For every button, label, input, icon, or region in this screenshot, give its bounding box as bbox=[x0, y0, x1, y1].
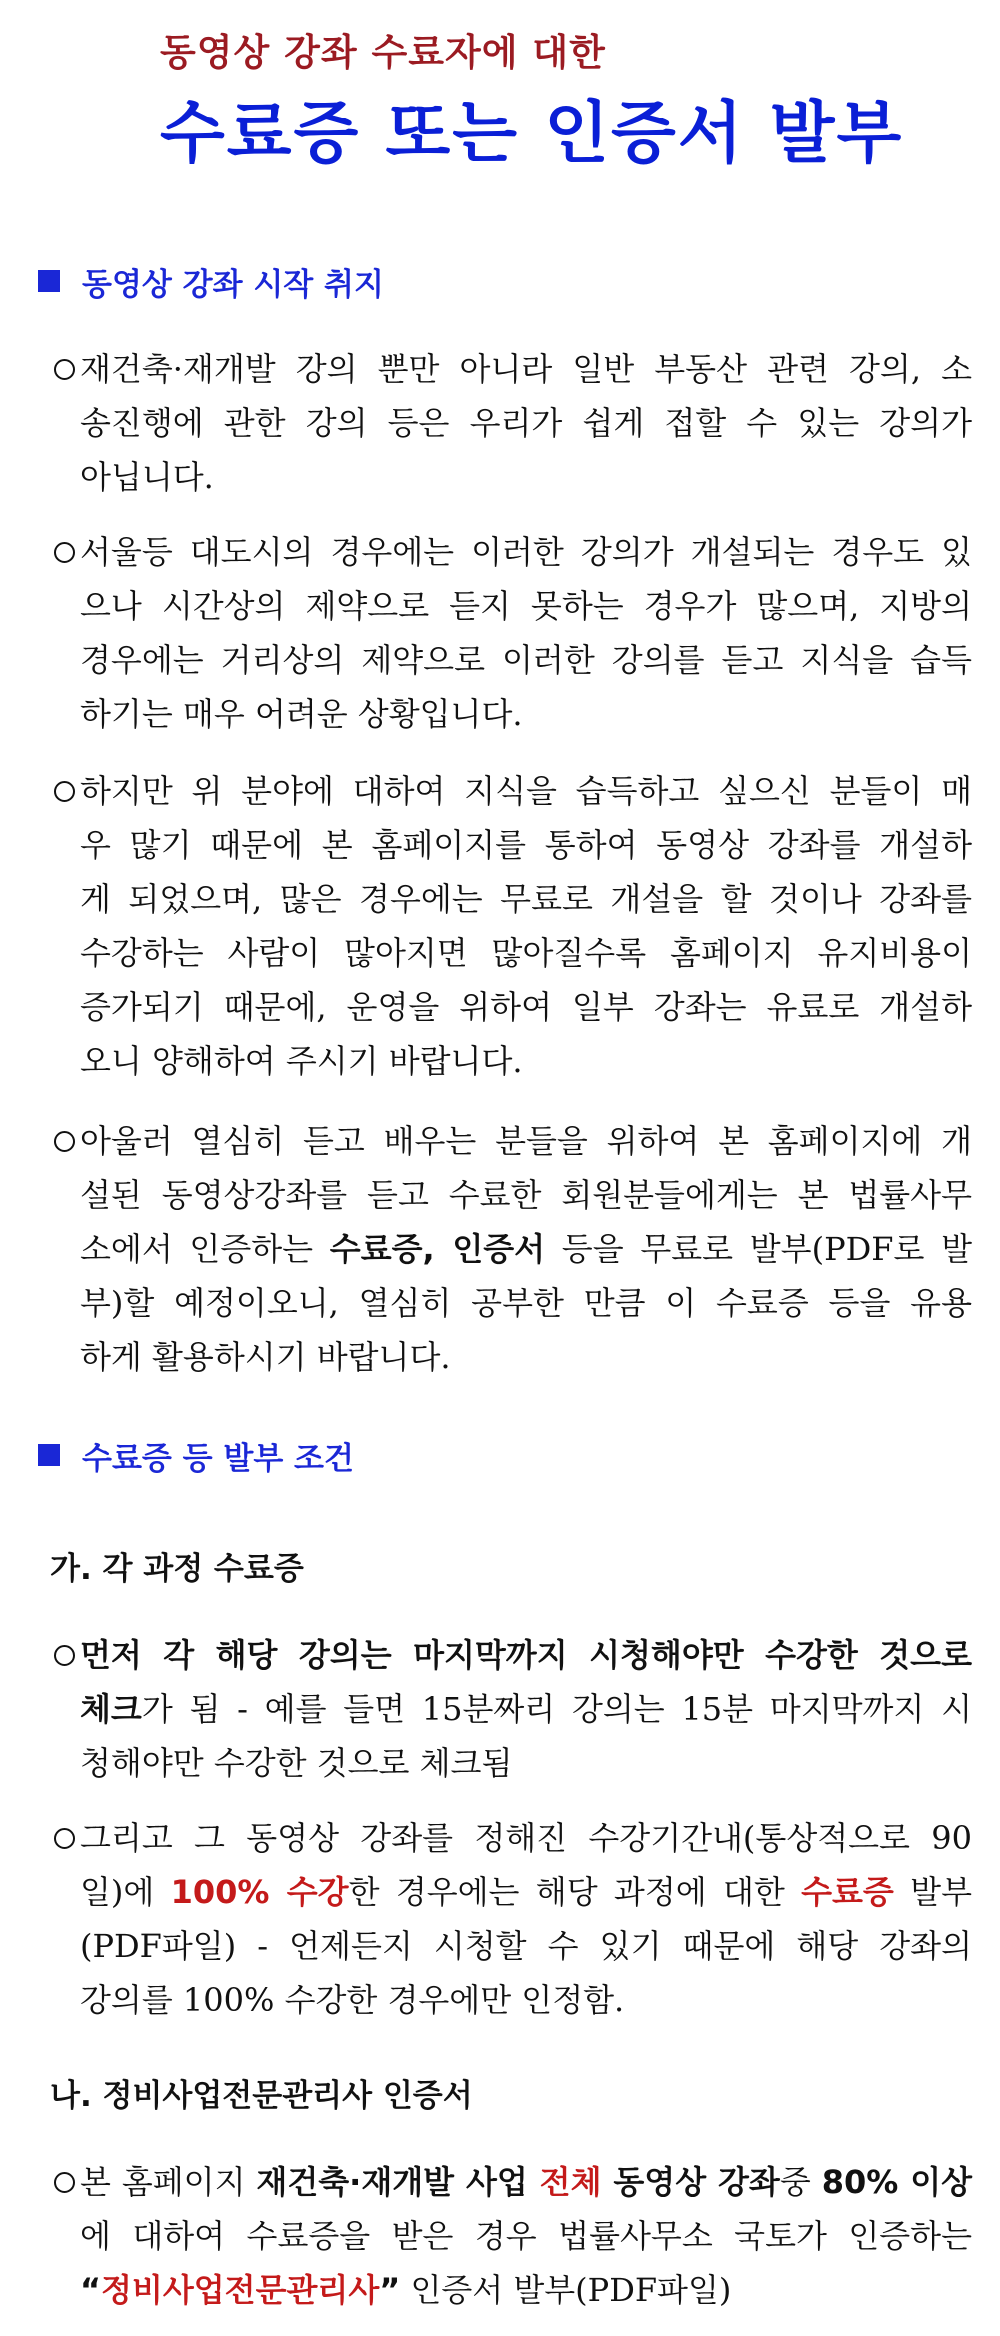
text-run: 소에서 인증하는 bbox=[80, 1230, 330, 1268]
paragraph-line: 그리고 그 동영상 강좌를 정해진 수강기간내(통상적으로 90 bbox=[80, 1819, 972, 1857]
paragraph-line: 경우에는 거리상의 제약으로 이러한 강의를 듣고 지식을 습득 bbox=[80, 641, 972, 679]
paragraph-2 bbox=[48, 525, 972, 741]
paragraph-line: 하기는 매우 어려운 상황입니다. bbox=[80, 695, 523, 733]
text-run: 중 bbox=[779, 2163, 822, 2201]
bold-text-run: 재건축·재개발 사업 bbox=[256, 2163, 540, 2201]
paragraph-line: 오니 양해하여 주시기 바랍니다. bbox=[80, 1042, 523, 1080]
text-run: 등을 무료로 발부(PDF로 발 bbox=[545, 1230, 972, 1268]
paragraph-line: 서울등 대도시의 경우에는 이러한 강의가 개설되는 경우도 있 bbox=[80, 533, 972, 571]
red-emphasis-text: 수료증 bbox=[801, 1873, 894, 1911]
circle-bullet-icon bbox=[48, 1114, 80, 1168]
text-run: 일)에 bbox=[80, 1873, 171, 1911]
paragraph-line bbox=[80, 1865, 972, 1919]
circle-bullet-icon bbox=[48, 764, 80, 818]
circle-bullet-icon bbox=[48, 342, 80, 396]
title-line-1: 동영상 강좌 수료자에 대한 bbox=[160, 31, 606, 74]
paragraph-line: 재건축·재개발 강의 뿐만 아니라 일반 부동산 관련 강의, 소 bbox=[80, 350, 972, 388]
section-heading-purpose bbox=[38, 261, 384, 301]
red-emphasis-text: 정비사업전문관리사 bbox=[101, 2271, 380, 2309]
paragraph-line: 송진행에 관한 강의 등은 우리가 쉽게 접할 수 있는 강의가 bbox=[80, 404, 972, 442]
paragraph-7 bbox=[48, 2155, 972, 2317]
square-bullet-icon bbox=[38, 1444, 60, 1466]
circle-bullet-icon bbox=[48, 525, 80, 579]
paragraph-5 bbox=[48, 1628, 972, 1790]
quote-mark: “ bbox=[80, 2271, 102, 2309]
subheading-manager-certificate: 나. 정비사업전문관리사 인증서 bbox=[50, 2078, 473, 2114]
circle-bullet-icon bbox=[48, 2155, 80, 2209]
paragraph-1 bbox=[48, 342, 972, 504]
paragraph-line: 강의를 100% 수강한 경우에만 인정함. bbox=[80, 1981, 625, 2019]
paragraph-line: 우 많기 때문에 본 홈페이지를 통하여 동영상 강좌를 개설하 bbox=[80, 826, 972, 864]
title-line-2: 수료증 또는 인증서 발부 bbox=[160, 94, 904, 172]
paragraph-line: 수강하는 사람이 많아지면 많아질수록 홈페이지 유지비용이 bbox=[80, 934, 972, 972]
paragraph-6 bbox=[48, 1811, 972, 2027]
text-run: 인증서 발부(PDF파일) bbox=[400, 2271, 732, 2309]
paragraph-line bbox=[80, 2155, 972, 2209]
paragraph-line: 청해야만 수강한 것으로 체크됨 bbox=[80, 1744, 513, 1782]
red-emphasis-text: 전체 bbox=[539, 2163, 602, 2201]
paragraph-line: (PDF파일) - 언제든지 시청할 수 있기 때문에 해당 강좌의 bbox=[80, 1927, 972, 1965]
paragraph-line: 먼저 각 해당 강의는 마지막까지 시청해야만 수강한 것으로 bbox=[80, 1636, 972, 1674]
text-run: 한 경우에는 해당 과정에 대한 bbox=[348, 1873, 802, 1911]
quote-mark: ” bbox=[379, 2271, 401, 2309]
paragraph-line bbox=[80, 1222, 972, 1276]
paragraph-line: 하게 활용하시기 바랍니다. bbox=[80, 1338, 451, 1376]
paragraph-line: 에 대하여 수료증을 받은 경우 법률사무소 국토가 인증하는 bbox=[80, 2217, 972, 2255]
bold-text-run: 수료증, 인증서 bbox=[329, 1230, 546, 1268]
section-heading-text: 수료증 등 발부 조건 bbox=[82, 1440, 354, 1477]
paragraph-line bbox=[80, 1682, 972, 1736]
text-run: 가 됨 - 예를 들면 15분짜리 강의는 15분 마지막까지 시 bbox=[141, 1690, 972, 1728]
paragraph-line: 하지만 위 분야에 대하여 지식을 습득하고 싶으신 분들이 매 bbox=[80, 772, 972, 810]
section-heading-text: 동영상 강좌 시작 취지 bbox=[82, 266, 384, 303]
paragraph-3 bbox=[48, 764, 972, 1088]
paragraph-line: 증가되기 때문에, 운영을 위하여 일부 강좌는 유료로 개설하 bbox=[80, 988, 972, 1026]
text-run: 발부 bbox=[893, 1873, 972, 1911]
bold-text-run: 80% 이상 bbox=[821, 2163, 973, 2201]
paragraph-line: 게 되었으며, 많은 경우에는 무료로 개설을 할 것이나 강좌를 bbox=[80, 880, 972, 918]
paragraph-line: 설된 동영상강좌를 듣고 수료한 회원분들에게는 본 법률사무 bbox=[80, 1176, 972, 1214]
red-emphasis-text: 100% 수강 bbox=[170, 1873, 349, 1911]
paragraph-line bbox=[80, 2263, 972, 2317]
section-heading-conditions bbox=[38, 1435, 354, 1475]
circle-bullet-icon bbox=[48, 1628, 80, 1682]
circle-bullet-icon bbox=[48, 1811, 80, 1865]
paragraph-line: 으나 시간상의 제약으로 듣지 못하는 경우가 많으며, 지방의 bbox=[80, 587, 972, 625]
paragraph-line: 부)할 예정이오니, 열심히 공부한 만큼 이 수료증 등을 유용 bbox=[80, 1284, 972, 1322]
bold-text-run: 동영상 강좌 bbox=[601, 2163, 780, 2201]
paragraph-line: 아닙니다. bbox=[80, 458, 214, 496]
text-run: 본 홈페이지 bbox=[80, 2163, 257, 2201]
paragraph-4 bbox=[48, 1114, 972, 1384]
square-bullet-icon bbox=[38, 270, 60, 292]
paragraph-line: 아울러 열심히 듣고 배우는 분들을 위하여 본 홈페이지에 개 bbox=[80, 1122, 972, 1160]
bold-text-run: 체크 bbox=[80, 1690, 142, 1728]
subheading-course-certificate: 가. 각 과정 수료증 bbox=[50, 1551, 304, 1587]
